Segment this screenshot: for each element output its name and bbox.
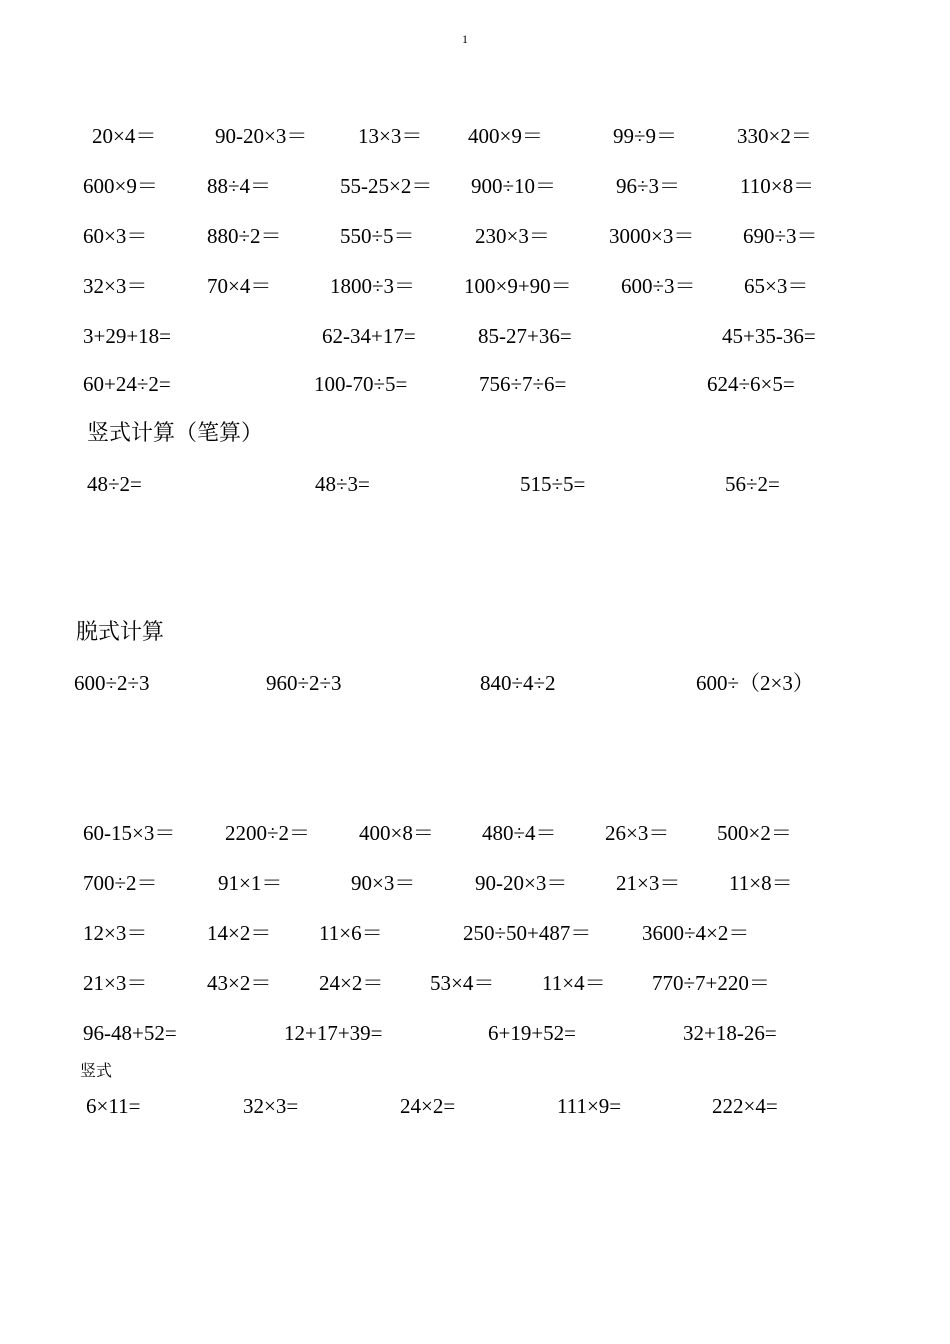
problem: 700÷2＝ <box>83 871 158 895</box>
problem: 500×2＝ <box>717 821 792 845</box>
problem: 90×3＝ <box>351 871 416 895</box>
problem: 48÷2= <box>87 472 142 496</box>
problem: 32×3= <box>243 1094 299 1118</box>
problem: 90-20×3＝ <box>215 124 308 148</box>
problem: 100-70÷5= <box>314 372 408 396</box>
problem: 690÷3＝ <box>743 224 818 248</box>
problem: 14×2＝ <box>207 921 272 945</box>
problem: 400×9＝ <box>468 124 543 148</box>
problem: 900÷10＝ <box>471 174 557 198</box>
problem: 400×8＝ <box>359 821 434 845</box>
problem: 330×2＝ <box>737 124 812 148</box>
problem: 70×4＝ <box>207 274 272 298</box>
problem: 11×8＝ <box>729 871 793 895</box>
problem: 480÷4＝ <box>482 821 557 845</box>
problem: 770÷7+220＝ <box>652 971 770 995</box>
section-heading: 脱式计算 <box>76 620 165 645</box>
problem: 60+24÷2= <box>83 372 171 396</box>
problem: 840÷4÷2 <box>480 671 556 695</box>
problem: 3+29+18= <box>83 324 172 348</box>
problem: 11×4＝ <box>542 971 606 995</box>
problem: 12+17+39= <box>284 1021 383 1045</box>
problem: 21×3＝ <box>616 871 681 895</box>
problem: 880÷2＝ <box>207 224 282 248</box>
problem: 56÷2= <box>725 472 780 496</box>
problem: 600÷（2×3） <box>696 671 814 695</box>
problem: 21×3＝ <box>83 971 148 995</box>
problem: 88÷4＝ <box>207 174 272 198</box>
problem: 250÷50+487＝ <box>463 921 592 945</box>
problem: 6+19+52= <box>488 1021 577 1045</box>
problem: 60×3＝ <box>83 224 148 248</box>
problem: 26×3＝ <box>605 821 670 845</box>
problem: 756÷7÷6= <box>479 372 567 396</box>
problem: 1800÷3＝ <box>330 274 416 298</box>
page-number: 1 <box>462 32 468 46</box>
problem: 100×9+90＝ <box>464 274 572 298</box>
problem: 600÷2÷3 <box>74 671 150 695</box>
problem: 230×3＝ <box>475 224 550 248</box>
problem: 111×9= <box>557 1094 622 1118</box>
problem: 60-15×3＝ <box>83 821 176 845</box>
problem: 96-48+52= <box>83 1021 177 1045</box>
problem: 65×3＝ <box>744 274 809 298</box>
problem: 600÷3＝ <box>621 274 696 298</box>
section-heading: 竖式 <box>80 1061 113 1080</box>
problem: 48÷3= <box>315 472 370 496</box>
problem: 32+18-26= <box>683 1021 777 1045</box>
problem: 43×2＝ <box>207 971 272 995</box>
problem: 24×2= <box>400 1094 456 1118</box>
problem: 11×6＝ <box>319 921 383 945</box>
problem: 32×3＝ <box>83 274 148 298</box>
problem: 45+35-36= <box>722 324 816 348</box>
problem: 624÷6×5= <box>707 372 795 396</box>
problem: 3600÷4×2＝ <box>642 921 750 945</box>
problem: 99÷9＝ <box>613 124 678 148</box>
problem: 24×2＝ <box>319 971 384 995</box>
problem: 12×3＝ <box>83 921 148 945</box>
problem: 515÷5= <box>520 472 586 496</box>
problem: 960÷2÷3 <box>266 671 342 695</box>
problem: 62-34+17= <box>322 324 416 348</box>
problem: 91×1＝ <box>218 871 283 895</box>
problem: 85-27+36= <box>478 324 572 348</box>
problem: 600×9＝ <box>83 174 158 198</box>
problem: 6×11= <box>86 1094 141 1118</box>
problem: 20×4＝ <box>92 124 157 148</box>
section-heading: 竖式计算（笔算） <box>87 421 264 446</box>
problem: 222×4= <box>712 1094 778 1118</box>
problem: 3000×3＝ <box>609 224 695 248</box>
problem: 55-25×2＝ <box>340 174 433 198</box>
problem: 110×8＝ <box>740 174 815 198</box>
problem: 53×4＝ <box>430 971 495 995</box>
problem: 550÷5＝ <box>340 224 415 248</box>
problem: 2200÷2＝ <box>225 821 311 845</box>
problem: 90-20×3＝ <box>475 871 568 895</box>
problem: 96÷3＝ <box>616 174 681 198</box>
problem: 13×3＝ <box>358 124 423 148</box>
